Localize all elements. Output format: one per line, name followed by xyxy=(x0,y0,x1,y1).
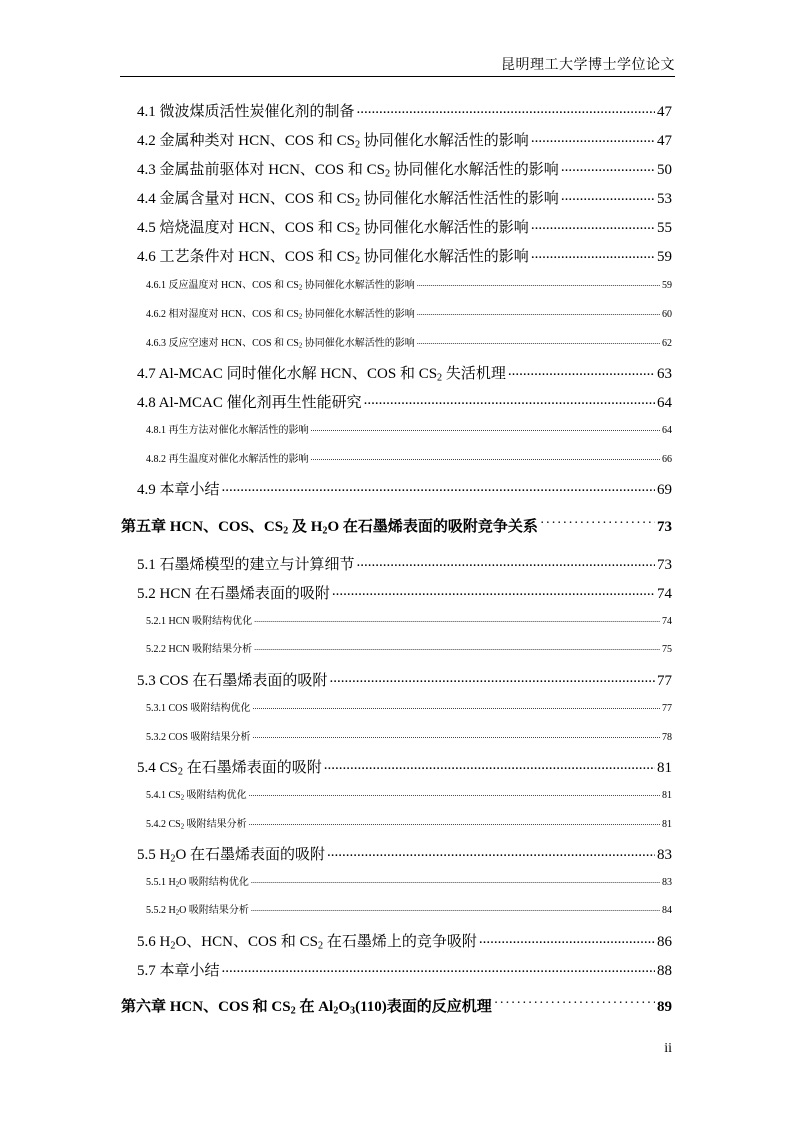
toc-entry-title: 5.6 $H_2O$、HCN、COS 和 $CS_2$ 在石墨烯上的竞争吸附 xyxy=(137,934,477,952)
toc-leader-dots xyxy=(251,903,660,913)
toc-entry[interactable] xyxy=(146,728,672,743)
toc-entry-title: 4.1 微波煤质活性炭催化剂的制备 xyxy=(137,104,355,120)
toc-entry-title: 第五章 HCN、COS、$CS_2$ 及 $H_2O$ 在石墨烯表面的吸附竞争关系 xyxy=(121,519,538,537)
running-header-title: 昆明理工大学博士学位论文 xyxy=(501,58,675,73)
toc-entry-title: 4.6.3 反应空速对 HCN、COS 和 $CS_2$ 协同催化水解活性的影响 xyxy=(146,338,415,350)
toc-entry[interactable] xyxy=(137,187,672,208)
toc-page-number: 86 xyxy=(657,934,672,950)
toc-entry-title: 4.6.1 反应温度对 HCN、COS 和 $CS_2$ 协同催化水解活性的影响 xyxy=(146,280,415,292)
toc-leader-dots xyxy=(417,307,660,317)
toc-entry[interactable] xyxy=(137,553,672,574)
toc-leader-dots xyxy=(417,278,660,288)
toc-page-number: 83 xyxy=(657,847,672,863)
toc-entry-title: 4.6.2 相对湿度对 HCN、COS 和 $CS_2$ 协同催化水解活性的影响 xyxy=(146,309,415,321)
toc-page-number: 75 xyxy=(662,644,672,655)
toc-leader-dots xyxy=(479,931,655,946)
toc-leader-dots xyxy=(531,246,655,261)
toc-entry[interactable] xyxy=(137,930,672,951)
toc-entry[interactable] xyxy=(137,129,672,150)
toc-entry[interactable] xyxy=(137,669,672,690)
toc-leader-dots xyxy=(311,423,661,433)
toc-entry[interactable] xyxy=(146,640,672,655)
toc-page-number: 64 xyxy=(662,425,672,436)
toc-entry[interactable] xyxy=(146,334,672,349)
toc-entry-title: 5.3 COS 在石墨烯表面的吸附 xyxy=(137,673,328,689)
toc-entry-title: 5.2.2 HCN 吸附结果分析 xyxy=(146,644,253,655)
toc-page-number: 47 xyxy=(657,104,672,120)
toc-entry-title: 5.2.1 HCN 吸附结构优化 xyxy=(146,616,253,627)
toc-entry[interactable] xyxy=(137,158,672,179)
toc-entry[interactable] xyxy=(146,612,672,627)
toc-entry[interactable] xyxy=(137,756,672,777)
toc-leader-dots xyxy=(417,336,660,346)
toc-leader-dots xyxy=(561,159,655,174)
toc-entry[interactable] xyxy=(146,786,672,801)
toc-leader-dots xyxy=(254,614,660,624)
toc-leader-dots xyxy=(222,960,655,975)
toc-page-number: 78 xyxy=(662,732,672,743)
toc-page-number: 81 xyxy=(662,790,672,801)
toc-entry[interactable] xyxy=(146,901,672,916)
toc-leader-dots xyxy=(561,188,655,203)
toc-page-number: 55 xyxy=(657,220,672,236)
toc-leader-dots xyxy=(332,583,655,598)
toc-page-number: 60 xyxy=(662,309,672,320)
toc-entry[interactable] xyxy=(137,843,672,864)
toc-entry[interactable] xyxy=(137,582,672,603)
toc-entry[interactable] xyxy=(146,276,672,291)
toc-entry-title: 5.4 $CS_2$ 在石墨烯表面的吸附 xyxy=(137,760,322,778)
toc-entry-title: 5.5.2 $H_2O$ 吸附结果分析 xyxy=(146,905,249,917)
toc-page-number: 74 xyxy=(657,586,672,602)
toc-leader-dots xyxy=(364,392,655,407)
toc-leader-dots xyxy=(251,875,660,885)
toc-entry[interactable] xyxy=(137,216,672,237)
toc-entry[interactable] xyxy=(137,362,672,383)
page-number: ii xyxy=(664,1041,672,1056)
toc-page-number: 47 xyxy=(657,133,672,149)
toc-entry-title: 4.8.1 再生方法对催化水解活性的影响 xyxy=(146,425,309,436)
toc-page-number: 73 xyxy=(657,519,672,535)
toc-entry[interactable] xyxy=(146,699,672,714)
toc-leader-dots xyxy=(311,452,661,462)
toc-entry-title: 第六章 HCN、COS 和 $CS_2$ 在 $Al_2O_3(110)$表面的反应机理 xyxy=(121,999,492,1017)
toc-entry[interactable] xyxy=(137,245,672,266)
toc-entry-title: 4.9 本章小结 xyxy=(137,482,220,498)
toc-leader-dots xyxy=(327,844,655,859)
toc-entry[interactable] xyxy=(137,959,672,980)
toc-page-number: 77 xyxy=(662,703,672,714)
toc-page-number: 74 xyxy=(662,616,672,627)
toc-entry-title: 5.3.1 COS 吸附结构优化 xyxy=(146,703,251,714)
toc-leader-dots xyxy=(508,363,655,378)
toc-leader-dots xyxy=(249,788,660,798)
toc-entry[interactable] xyxy=(146,873,672,888)
toc-page-number: 88 xyxy=(657,963,672,979)
toc-leader-dots xyxy=(357,101,655,116)
toc-page-number: 50 xyxy=(657,162,672,178)
toc-entry-title: 4.7 Al-MCAC 同时催化水解 HCN、COS 和 $CS_2$ 失活机理 xyxy=(137,366,506,384)
toc-entry-title: 4.5 焙烧温度对 HCN、COS 和 $CS_2$ 协同催化水解活性的影响 xyxy=(137,220,529,238)
toc-leader-dots xyxy=(329,670,655,685)
toc-entry-title: 5.4.1 $CS_2$ 吸附结构优化 xyxy=(146,790,247,802)
toc-page-number: 69 xyxy=(657,482,672,498)
toc-leader-dots xyxy=(254,642,660,652)
toc-leader-dots xyxy=(252,701,660,711)
toc-leader-dots xyxy=(249,817,660,827)
toc-leader-dots xyxy=(540,516,655,531)
toc-page-number: 73 xyxy=(657,557,672,573)
toc-leader-dots xyxy=(357,554,655,569)
toc-entry-title: 5.4.2 $CS_2$ 吸附结果分析 xyxy=(146,819,247,831)
toc-entry-title: 5.3.2 COS 吸附结果分析 xyxy=(146,732,251,743)
toc-entry-title: 5.5.1 $H_2O$ 吸附结构优化 xyxy=(146,877,249,889)
toc-page-number: 53 xyxy=(657,191,672,207)
toc-entry[interactable] xyxy=(146,305,672,320)
toc-page-number: 83 xyxy=(662,877,672,888)
toc-leader-dots xyxy=(531,130,655,145)
toc-page-number: 59 xyxy=(657,249,672,265)
toc-entry[interactable] xyxy=(146,450,672,465)
toc-page-number: 84 xyxy=(662,905,672,916)
toc-entry-title: 4.6 工艺条件对 HCN、COS 和 $CS_2$ 协同催化水解活性的影响 xyxy=(137,249,529,267)
toc-page-number: 62 xyxy=(662,338,672,349)
toc-entry-title: 4.3 金属盐前驱体对 HCN、COS 和 $CS_2$ 协同催化水解活性的影响 xyxy=(137,162,559,180)
toc-entry[interactable] xyxy=(137,478,672,499)
toc-entry[interactable] xyxy=(146,815,672,830)
toc-page-number: 59 xyxy=(662,280,672,291)
toc-leader-dots xyxy=(222,479,655,494)
toc-page-number: 89 xyxy=(657,999,672,1015)
toc-entry-title: 4.2 金属种类对 HCN、COS 和 $CS_2$ 协同催化水解活性的影响 xyxy=(137,133,529,151)
toc-page-number: 64 xyxy=(657,395,672,411)
toc-page-number: 77 xyxy=(657,673,672,689)
toc-leader-dots xyxy=(494,996,655,1011)
toc-leader-dots xyxy=(531,217,655,232)
toc-entry-title: 4.4 金属含量对 HCN、COS 和 $CS_2$ 协同催化水解活性活性的影响 xyxy=(137,191,559,209)
toc-entry[interactable] xyxy=(146,421,672,436)
toc-page-number: 63 xyxy=(657,366,672,382)
toc-entry-title: 4.8 Al-MCAC 催化剂再生性能研究 xyxy=(137,395,362,411)
toc-entry-title: 5.1 石墨烯模型的建立与计算细节 xyxy=(137,557,355,573)
toc-entry[interactable] xyxy=(137,391,672,412)
toc-leader-dots xyxy=(252,730,660,740)
toc-page-number: 66 xyxy=(662,454,672,465)
toc-page-number: 81 xyxy=(657,760,672,776)
toc-entry-title: 5.2 HCN 在石墨烯表面的吸附 xyxy=(137,586,330,602)
toc-entry-title: 4.8.2 再生温度对催化水解活性的影响 xyxy=(146,454,309,465)
toc-page-number: 81 xyxy=(662,819,672,830)
header-rule xyxy=(120,76,675,77)
toc-chapter-entry[interactable] xyxy=(121,995,672,1016)
toc-chapter-entry[interactable] xyxy=(121,515,672,536)
toc-entry-title: 5.5 $H_2O$ 在石墨烯表面的吸附 xyxy=(137,847,326,865)
toc-entry[interactable] xyxy=(137,100,672,121)
toc-entry-title: 5.7 本章小结 xyxy=(137,963,220,979)
toc-leader-dots xyxy=(324,757,655,772)
